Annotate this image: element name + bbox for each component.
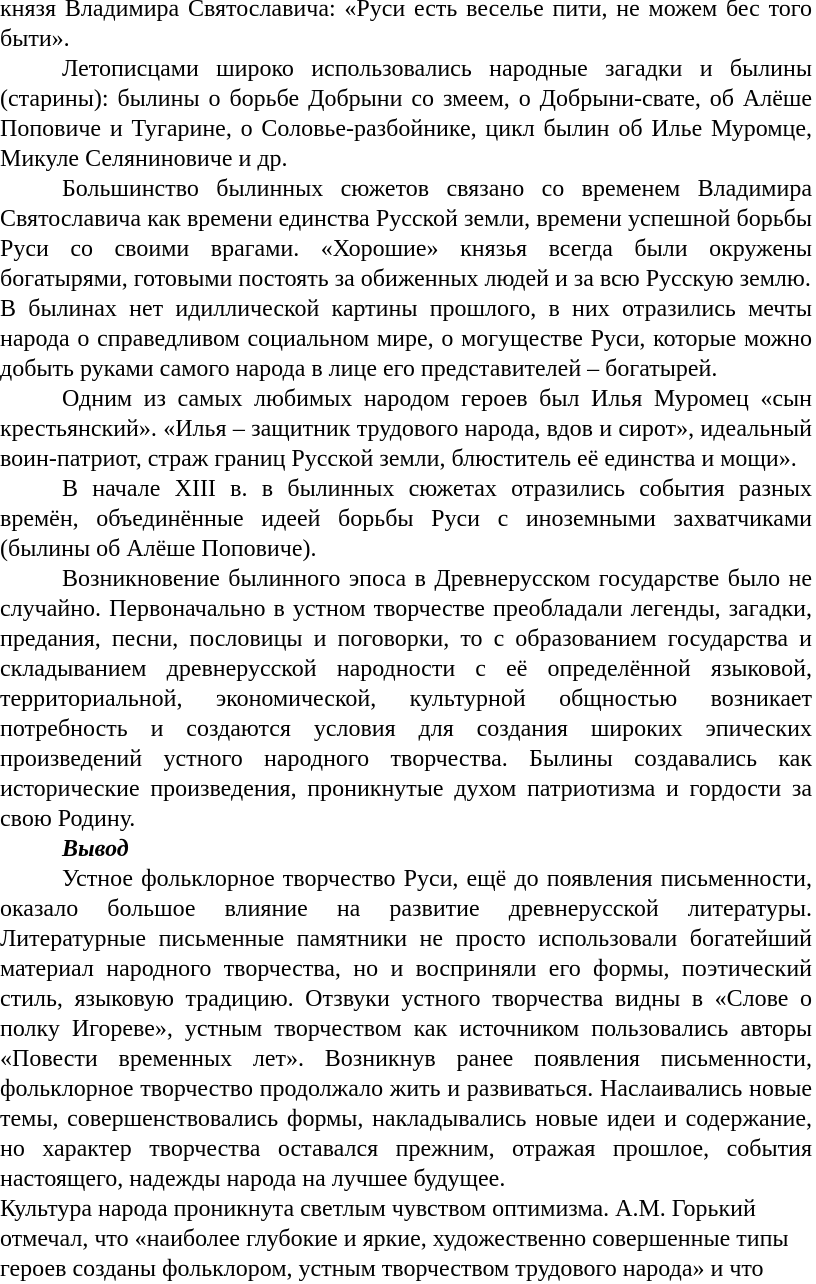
paragraph-continuation: князя Владимира Святославича: «Руси есть веселье пити, не можем бес того быти». bbox=[0, 0, 812, 52]
final-line: отмечал, что «наиболее глубокие и яркие, художественно совершенные типы bbox=[0, 1226, 789, 1252]
paragraph-chronicles: Летописцами широко использовались народные загадки и былины (старины): былины о борьбе Добрыни со змеем, о Добрыни-свате, об Алёше Поповиче и Тугарине, о Соловье-разбойнике, цикл былин об Илье Муромце, Микуле Селяниновиче и др. bbox=[0, 56, 812, 172]
paragraph-ilya: Одним из самых любимых народом героев был Илья Муромец «сын крестьянский». «Илья – защитник трудового народа, вдов и сирот», идеальный воин-патриот, страж границ Русской земли, блюститель её единства и мощи». bbox=[0, 386, 812, 472]
paragraph-dreams: В былинах нет идиллической картины прошлого, в них отразились мечты народа о справедливом социальном мире, о могуществе Руси, которые можно добыть руками самого народа в лице его представителей – богатырей. bbox=[0, 296, 812, 382]
paragraph-conclusion: Устное фольклорное творчество Руси, ещё до появления письменности, оказало большое влияние на развитие древнерусской литературы. Литературные письменные памятники не просто использовали богатейший материал народного творчества, но и восприняли его формы, поэтический стиль, языковую традицию. Отзвуки устного творчества видны в «Слове о полку Игореве», устным творчеством как источником пользовались авторы «Повести временных лет». Возникнув ранее появления письменности, фольклорное творчество продолжало жить и развиваться. Наслаивались новые темы, совершенствовались формы, накладывались новые идеи и содержание, но характер творчества оставался прежним, отражая прошлое, события настоящего, надежды народа на лучшее будущее. bbox=[0, 866, 812, 1192]
conclusion-heading: Вывод bbox=[62, 836, 129, 862]
final-block bbox=[0, 1194, 812, 1284]
final-line: героев созданы фольклором, устным творчеством трудового народа» и что bbox=[0, 1256, 764, 1282]
paragraph-xiii-century: В начале XIII в. в былинных сюжетах отразились события разных времён, объединённые идеей борьбы Руси с иноземными захватчиками (былины об Алёше Поповиче). bbox=[0, 476, 812, 562]
final-line: Культура народа проникнута светлым чувством оптимизма. А.М. Горький bbox=[0, 1196, 756, 1222]
paragraph-origin: Возникновение былинного эпоса в Древнерусском государстве было не случайно. Первоначально в устном творчестве преобладали легенды, загадки, предания, песни, пословицы и поговорки, то с образованием государства и складыванием древнерусской народности с её определённой языковой, территориальной, экономической, культурной общностью возникает потребность и создаются условия для создания широких эпических произведений устного народного творчества. Былины создавались как исторические произведения, проникнутые духом патриотизма и гордости за свою Родину. bbox=[0, 566, 812, 832]
paragraph-plots: Большинство былинных сюжетов связано со временем Владимира Святославича как времени единства Русской земли, времени успешной борьбы Руси со своими врагами. «Хорошие» князья всегда были окружены богатырями, готовыми постоять за обиженных людей и за всю Русскую землю. bbox=[0, 176, 812, 292]
